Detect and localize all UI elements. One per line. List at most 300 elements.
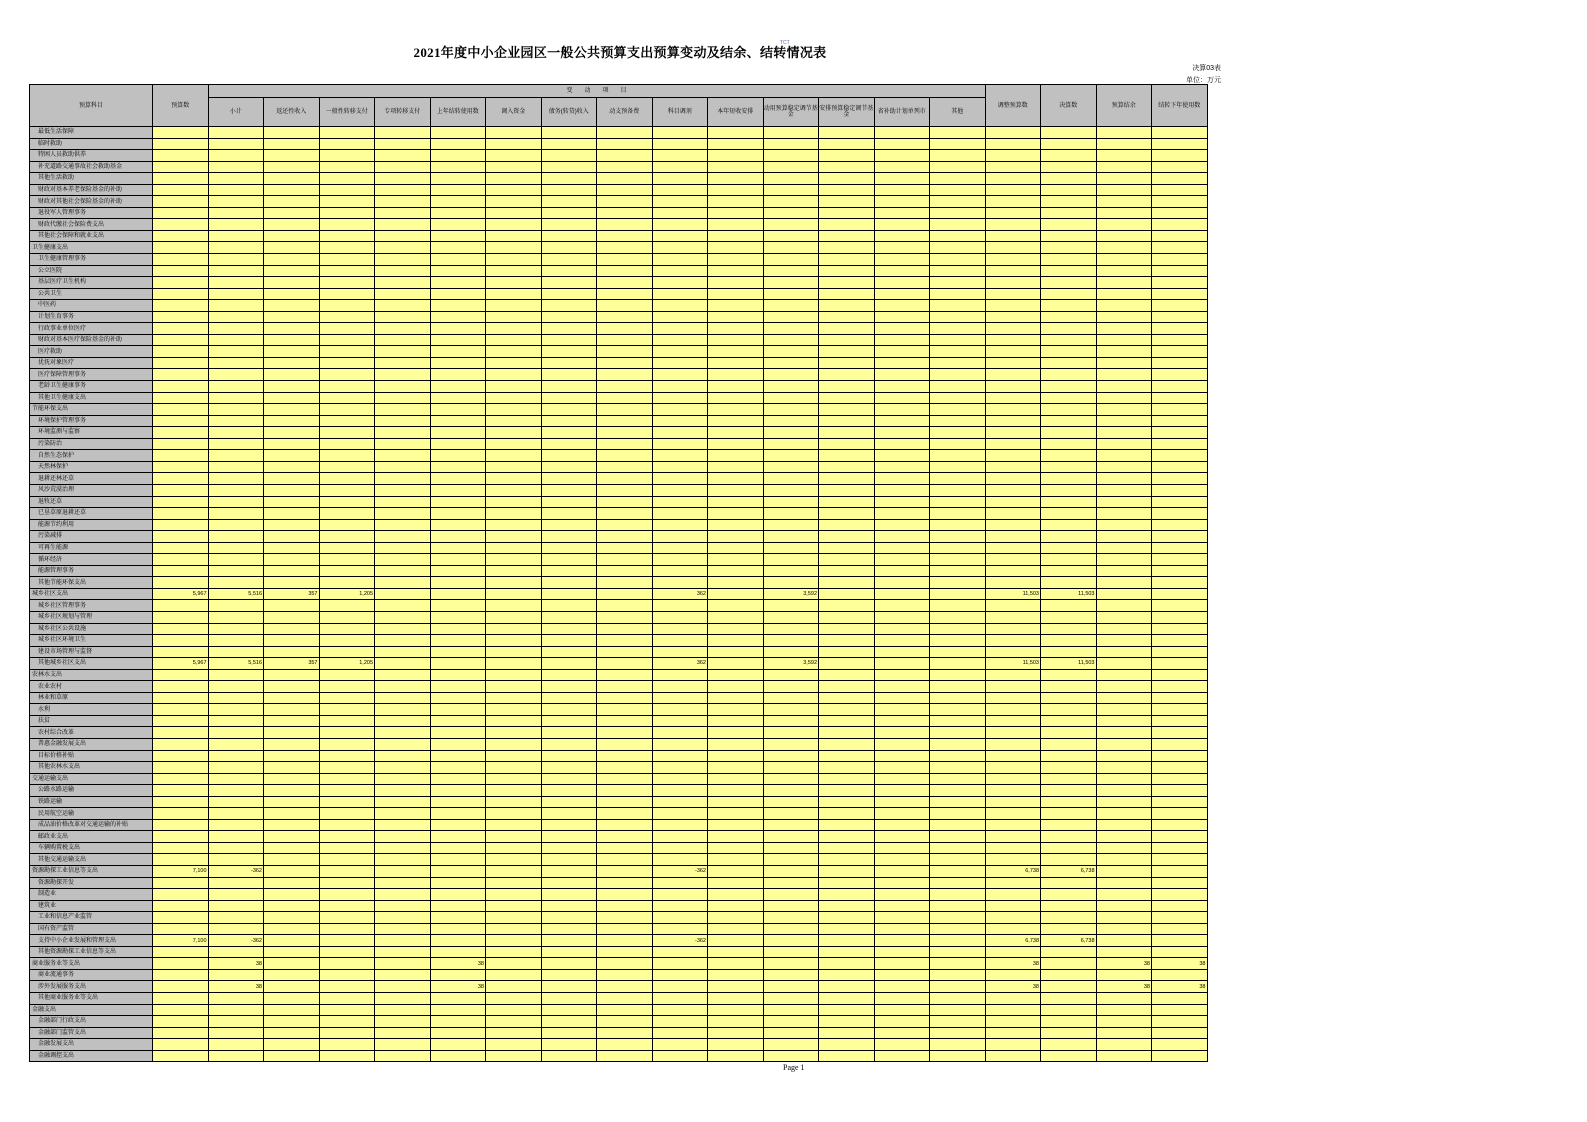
row-value-cell	[874, 692, 930, 704]
row-value-cell	[708, 127, 764, 139]
row-value-cell	[1096, 496, 1152, 508]
row-value-cell	[708, 900, 764, 912]
row-value-cell	[652, 669, 708, 681]
row-value-cell	[597, 288, 653, 300]
row-value-cell	[985, 404, 1041, 416]
row-value-cell	[930, 773, 986, 785]
row-value-cell	[541, 785, 597, 797]
row-value-cell	[375, 230, 431, 242]
row-value-cell	[708, 334, 764, 346]
row-value-cell	[874, 715, 930, 727]
row-value-cell	[541, 877, 597, 889]
row-value-cell	[1041, 311, 1097, 323]
row-value-cell	[1152, 900, 1208, 912]
row-value-cell	[208, 230, 264, 242]
row-value-cell	[708, 554, 764, 566]
row-value-cell	[652, 184, 708, 196]
row-value-cell	[819, 138, 875, 150]
table-row	[30, 346, 1208, 358]
row-item-name: 临时救助	[30, 138, 153, 150]
row-value-cell	[652, 554, 708, 566]
row-value-cell	[375, 438, 431, 450]
row-value-cell	[153, 138, 209, 150]
row-value-cell	[1096, 473, 1152, 485]
row-value-cell	[153, 404, 209, 416]
row-value-cell	[597, 623, 653, 635]
form-number: 决算03表	[1192, 65, 1221, 72]
row-value-cell	[319, 357, 375, 369]
row-value-cell	[652, 1039, 708, 1051]
row-value-cell	[486, 381, 542, 393]
row-value-cell	[708, 1004, 764, 1016]
row-value-cell	[264, 1027, 320, 1039]
row-value-cell	[1096, 508, 1152, 520]
row-value-cell	[874, 762, 930, 774]
table-row	[30, 715, 1208, 727]
row-value-cell	[1096, 565, 1152, 577]
row-value-cell	[541, 646, 597, 658]
row-value-cell	[985, 993, 1041, 1005]
row-value-cell	[486, 577, 542, 589]
row-value-cell	[1152, 381, 1208, 393]
row-value-cell	[153, 161, 209, 173]
row-item-name: 普惠金融发展支出	[30, 738, 153, 750]
table-row	[30, 554, 1208, 566]
row-value-cell	[763, 611, 819, 623]
row-value-cell	[874, 866, 930, 878]
row-value-cell	[264, 392, 320, 404]
row-value-cell	[319, 277, 375, 289]
row-value-cell	[319, 635, 375, 647]
row-value-cell	[208, 1050, 264, 1062]
row-value-cell	[597, 138, 653, 150]
row-value-cell	[1041, 600, 1097, 612]
row-value-cell	[874, 611, 930, 623]
row-value-cell	[319, 184, 375, 196]
row-value-cell	[597, 981, 653, 993]
table-row	[30, 461, 1208, 473]
row-value-cell	[430, 565, 486, 577]
row-value-cell	[541, 415, 597, 427]
row-value-cell	[763, 1004, 819, 1016]
row-value-cell	[1096, 392, 1152, 404]
row-value-cell	[541, 173, 597, 185]
row-value-cell	[486, 738, 542, 750]
row-value-cell	[930, 577, 986, 589]
row-value-cell	[1096, 993, 1152, 1005]
row-item-name: 扶贫	[30, 715, 153, 727]
row-value-cell	[1096, 381, 1152, 393]
row-value-cell	[930, 254, 986, 266]
row-value-cell	[153, 854, 209, 866]
row-item-name: 环境监测与监察	[30, 427, 153, 439]
row-value-cell	[819, 461, 875, 473]
row-value-cell: 3,592	[763, 588, 819, 600]
row-value-cell	[708, 311, 764, 323]
row-value-cell	[819, 357, 875, 369]
row-value-cell	[985, 300, 1041, 312]
row-value-cell	[375, 1004, 431, 1016]
row-value-cell	[819, 692, 875, 704]
row-value-cell	[1041, 912, 1097, 924]
row-value-cell	[874, 161, 930, 173]
row-value-cell	[1096, 946, 1152, 958]
row-value-cell	[153, 484, 209, 496]
row-value-cell	[652, 150, 708, 162]
row-value-cell	[153, 692, 209, 704]
row-value-cell	[819, 912, 875, 924]
row-value-cell	[375, 623, 431, 635]
row-value-cell	[652, 715, 708, 727]
row-value-cell	[541, 923, 597, 935]
row-value-cell	[652, 404, 708, 416]
row-value-cell	[930, 658, 986, 670]
row-value-cell	[153, 427, 209, 439]
row-value-cell	[1041, 773, 1097, 785]
table-row	[30, 438, 1208, 450]
table-row	[30, 265, 1208, 277]
row-value-cell	[819, 334, 875, 346]
row-item-name: 金融部门监管支出	[30, 1027, 153, 1039]
row-value-cell	[486, 438, 542, 450]
table-row	[30, 254, 1208, 266]
row-value-cell	[430, 219, 486, 231]
row-value-cell	[208, 715, 264, 727]
row-value-cell	[708, 207, 764, 219]
unit-label: 单位：万元	[1186, 77, 1221, 84]
row-value-cell	[208, 1016, 264, 1028]
row-value-cell	[430, 692, 486, 704]
row-value-cell	[319, 727, 375, 739]
row-value-cell	[153, 461, 209, 473]
row-value-cell	[597, 334, 653, 346]
row-value-cell	[652, 219, 708, 231]
row-value-cell	[930, 923, 986, 935]
row-value-cell	[430, 184, 486, 196]
row-value-cell	[1041, 542, 1097, 554]
row-value-cell	[930, 866, 986, 878]
row-value-cell	[708, 392, 764, 404]
row-value-cell	[597, 311, 653, 323]
table-row	[30, 184, 1208, 196]
row-value-cell	[319, 461, 375, 473]
row-value-cell	[819, 565, 875, 577]
row-value-cell	[153, 715, 209, 727]
table-row	[30, 392, 1208, 404]
row-value-cell	[486, 288, 542, 300]
row-value-cell	[597, 692, 653, 704]
row-value-cell	[430, 1016, 486, 1028]
row-value-cell	[541, 450, 597, 462]
row-value-cell	[652, 842, 708, 854]
row-value-cell	[708, 785, 764, 797]
row-value-cell	[1041, 369, 1097, 381]
row-value-cell	[1152, 819, 1208, 831]
row-value-cell	[208, 611, 264, 623]
row-value-cell	[763, 450, 819, 462]
row-value-cell	[430, 242, 486, 254]
row-value-cell	[652, 912, 708, 924]
row-value-cell	[874, 704, 930, 716]
row-value-cell	[930, 808, 986, 820]
row-value-cell	[486, 415, 542, 427]
row-value-cell	[819, 427, 875, 439]
row-value-cell	[819, 842, 875, 854]
row-item-name: 老龄卫生健康事务	[30, 381, 153, 393]
row-value-cell	[708, 450, 764, 462]
row-value-cell	[541, 669, 597, 681]
row-value-cell	[153, 554, 209, 566]
row-value-cell	[153, 542, 209, 554]
row-value-cell	[153, 773, 209, 785]
row-value-cell	[541, 1016, 597, 1028]
row-value-cell	[375, 357, 431, 369]
row-value-cell	[153, 831, 209, 843]
row-value-cell	[153, 519, 209, 531]
row-item-name: 商业流通事务	[30, 969, 153, 981]
table-row	[30, 958, 1208, 970]
row-value-cell	[375, 554, 431, 566]
row-value-cell	[652, 415, 708, 427]
row-value-cell	[1096, 531, 1152, 543]
row-value-cell	[597, 404, 653, 416]
row-value-cell	[930, 173, 986, 185]
row-value-cell	[930, 404, 986, 416]
row-value-cell	[1152, 646, 1208, 658]
row-value-cell	[763, 704, 819, 716]
table-row	[30, 681, 1208, 693]
row-value-cell	[208, 993, 264, 1005]
row-value-cell	[541, 808, 597, 820]
row-value-cell	[264, 531, 320, 543]
row-value-cell	[430, 554, 486, 566]
row-value-cell	[375, 750, 431, 762]
row-value-cell	[652, 288, 708, 300]
row-value-cell	[930, 958, 986, 970]
row-value-cell	[763, 357, 819, 369]
row-value-cell	[1096, 785, 1152, 797]
row-value-cell	[1041, 415, 1097, 427]
row-value-cell	[486, 773, 542, 785]
row-value-cell	[1041, 981, 1097, 993]
row-value-cell	[319, 565, 375, 577]
row-value-cell	[597, 150, 653, 162]
row-value-cell	[1152, 542, 1208, 554]
row-value-cell	[874, 738, 930, 750]
row-value-cell	[708, 254, 764, 266]
row-value-cell	[874, 450, 930, 462]
row-value-cell	[819, 935, 875, 947]
row-item-name: 其他节能环保支出	[30, 577, 153, 589]
row-value-cell	[930, 242, 986, 254]
row-value-cell	[874, 369, 930, 381]
row-value-cell	[264, 161, 320, 173]
row-value-cell	[541, 565, 597, 577]
row-value-cell	[652, 623, 708, 635]
row-value-cell	[264, 173, 320, 185]
row-value-cell	[430, 196, 486, 208]
row-value-cell	[1096, 692, 1152, 704]
row-value-cell	[1041, 127, 1097, 139]
row-value-cell	[874, 600, 930, 612]
row-value-cell	[430, 727, 486, 739]
table-row	[30, 866, 1208, 878]
row-value-cell	[930, 531, 986, 543]
row-value-cell	[1041, 496, 1097, 508]
row-value-cell	[819, 646, 875, 658]
report-title: 2021年度中小企业园区一般公共预算支出预算变动及结余、结转情况表	[413, 45, 827, 60]
row-value-cell	[1041, 450, 1097, 462]
row-value-cell	[1041, 704, 1097, 716]
row-value-cell	[597, 738, 653, 750]
row-value-cell	[264, 877, 320, 889]
row-value-cell	[874, 577, 930, 589]
row-value-cell	[1152, 773, 1208, 785]
row-value-cell	[930, 323, 986, 335]
row-value-cell	[264, 935, 320, 947]
row-value-cell	[208, 554, 264, 566]
row-value-cell	[430, 600, 486, 612]
row-value-cell	[208, 762, 264, 774]
table-row	[30, 427, 1208, 439]
row-item-name: 金融支出	[30, 1004, 153, 1016]
row-value-cell	[930, 762, 986, 774]
row-value-cell	[486, 704, 542, 716]
row-value-cell	[153, 969, 209, 981]
header-change-col: 科目调剂	[652, 98, 708, 127]
row-value-cell	[763, 1027, 819, 1039]
row-value-cell	[208, 288, 264, 300]
row-value-cell	[541, 588, 597, 600]
row-item-name: 中医药	[30, 300, 153, 312]
row-value-cell	[1152, 866, 1208, 878]
row-value-cell	[430, 161, 486, 173]
row-value-cell	[486, 127, 542, 139]
row-value-cell	[708, 889, 764, 901]
row-value-cell	[874, 381, 930, 393]
row-value-cell	[652, 923, 708, 935]
row-value-cell	[1096, 727, 1152, 739]
row-value-cell	[430, 173, 486, 185]
row-value-cell	[375, 415, 431, 427]
row-value-cell	[930, 842, 986, 854]
row-value-cell	[208, 773, 264, 785]
row-value-cell	[874, 842, 930, 854]
row-value-cell	[486, 542, 542, 554]
row-value-cell	[1096, 196, 1152, 208]
row-value-cell	[1041, 519, 1097, 531]
row-value-cell	[819, 981, 875, 993]
row-value-cell	[541, 762, 597, 774]
row-value-cell	[541, 981, 597, 993]
row-value-cell	[819, 450, 875, 462]
row-value-cell	[1041, 1004, 1097, 1016]
row-value-cell	[319, 254, 375, 266]
row-value-cell	[652, 877, 708, 889]
row-value-cell	[985, 508, 1041, 520]
row-value-cell	[985, 923, 1041, 935]
row-value-cell	[486, 854, 542, 866]
row-value-cell	[1152, 969, 1208, 981]
row-value-cell	[375, 808, 431, 820]
row-item-name: 退耕还林还草	[30, 473, 153, 485]
row-value-cell	[430, 889, 486, 901]
header-item: 预算科目	[30, 85, 153, 127]
row-value-cell	[874, 565, 930, 577]
row-value-cell	[541, 993, 597, 1005]
row-item-name: 自然生态保护	[30, 450, 153, 462]
row-value-cell	[1096, 265, 1152, 277]
row-value-cell	[1096, 681, 1152, 693]
row-value-cell	[319, 1039, 375, 1051]
row-value-cell	[153, 900, 209, 912]
row-value-cell	[153, 219, 209, 231]
row-value-cell	[985, 554, 1041, 566]
row-value-cell	[985, 161, 1041, 173]
row-value-cell	[375, 831, 431, 843]
row-value-cell	[541, 427, 597, 439]
row-value-cell	[319, 889, 375, 901]
header-change-col: 其他	[930, 98, 986, 127]
row-value-cell	[153, 750, 209, 762]
row-value-cell	[1041, 150, 1097, 162]
row-value-cell	[430, 912, 486, 924]
row-value-cell	[985, 323, 1041, 335]
row-value-cell	[541, 161, 597, 173]
row-value-cell	[652, 600, 708, 612]
row-value-cell	[597, 346, 653, 358]
row-value-cell	[1096, 173, 1152, 185]
row-value-cell	[985, 635, 1041, 647]
row-value-cell	[153, 877, 209, 889]
row-value-cell: -362	[208, 935, 264, 947]
row-value-cell	[486, 785, 542, 797]
row-value-cell	[708, 323, 764, 335]
row-value-cell	[763, 404, 819, 416]
row-value-cell	[763, 889, 819, 901]
row-value-cell	[930, 704, 986, 716]
row-value-cell	[1152, 889, 1208, 901]
row-value-cell	[208, 196, 264, 208]
row-value-cell	[1041, 1039, 1097, 1051]
row-value-cell	[652, 496, 708, 508]
row-value-cell	[763, 808, 819, 820]
row-value-cell: 362	[652, 588, 708, 600]
row-value-cell	[1152, 1004, 1208, 1016]
row-value-cell	[1041, 646, 1097, 658]
row-value-cell	[763, 635, 819, 647]
row-value-cell	[375, 646, 431, 658]
row-value-cell	[375, 611, 431, 623]
row-value-cell	[1152, 796, 1208, 808]
row-value-cell	[930, 969, 986, 981]
row-value-cell	[375, 669, 431, 681]
table-row	[30, 1004, 1208, 1016]
row-value-cell	[541, 542, 597, 554]
row-value-cell	[486, 831, 542, 843]
row-value-cell	[763, 508, 819, 520]
row-value-cell	[486, 958, 542, 970]
row-value-cell	[985, 692, 1041, 704]
row-value-cell	[708, 138, 764, 150]
row-value-cell	[319, 577, 375, 589]
row-value-cell	[1152, 1050, 1208, 1062]
row-value-cell	[375, 681, 431, 693]
row-item-name: 能源管理事务	[30, 565, 153, 577]
table-row	[30, 981, 1208, 993]
row-value-cell	[1041, 427, 1097, 439]
row-value-cell	[874, 935, 930, 947]
